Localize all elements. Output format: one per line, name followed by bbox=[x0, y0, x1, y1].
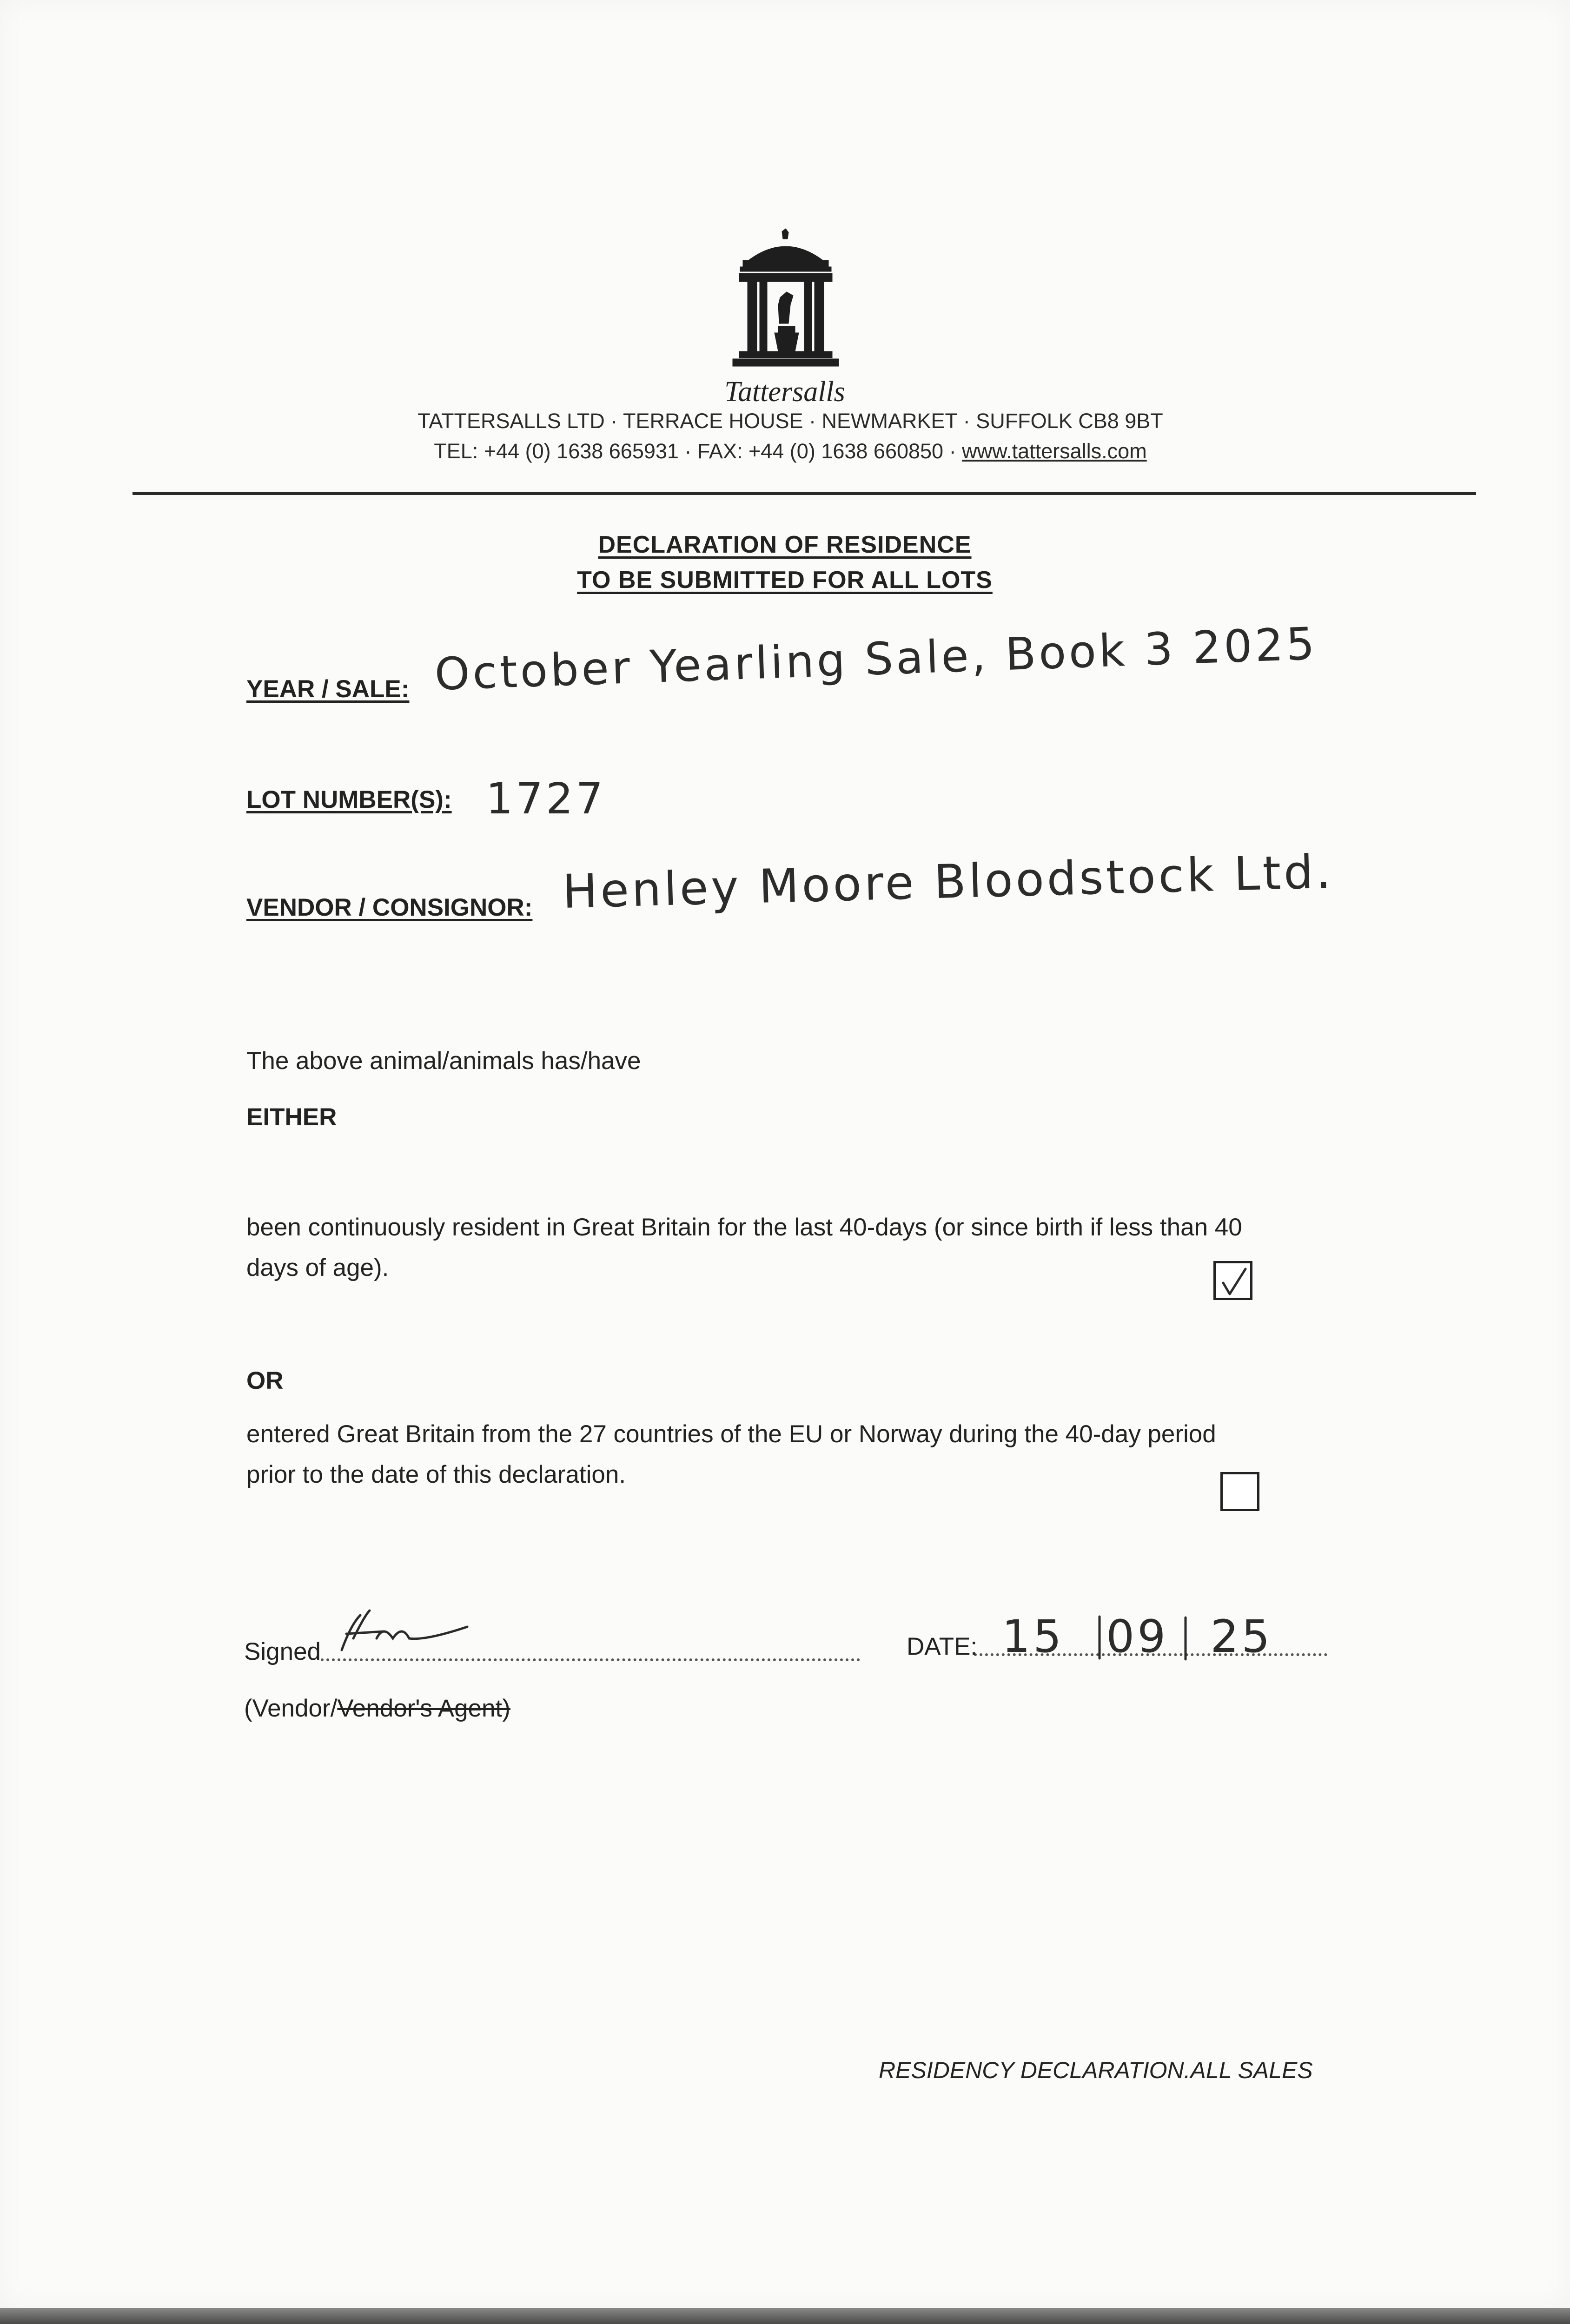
date-separator bbox=[1090, 1612, 1109, 1663]
option2-text-line2: prior to the date of this declaration. bbox=[246, 1461, 626, 1488]
footer-reference: RESIDENCY DECLARATION.ALL SALES bbox=[879, 2057, 1313, 2083]
vendor-label: VENDOR / CONSIGNOR: bbox=[246, 894, 533, 921]
intro-text: The above animal/animals has/have bbox=[246, 1047, 641, 1075]
lot-numbers-value[interactable]: 1727 bbox=[486, 774, 606, 824]
scan-bottom-edge bbox=[0, 2308, 1570, 2324]
option2-checkbox[interactable] bbox=[1220, 1472, 1259, 1511]
year-sale-value[interactable]: October Yearling Sale, Book 3 2025 bbox=[434, 617, 1318, 700]
tattersalls-logo bbox=[730, 228, 841, 372]
handwritten-signature[interactable] bbox=[332, 1606, 472, 1657]
lot-numbers-label: LOT NUMBER(S): bbox=[246, 786, 452, 813]
date-label: DATE: bbox=[907, 1633, 978, 1660]
contact-numbers: TEL: +44 (0) 1638 665931 · FAX: +44 (0) 1638 660850 · bbox=[434, 439, 962, 463]
role-vendor: (Vendor/ bbox=[244, 1695, 338, 1722]
company-contact bbox=[325, 439, 1255, 463]
role-agent-struck: Vendor's Agent) bbox=[337, 1695, 510, 1722]
option2-text-line1: entered Great Britain from the 27 countries of the EU or Norway during the 40-day period bbox=[246, 1420, 1216, 1448]
website-link[interactable]: www.tattersalls.com bbox=[962, 439, 1147, 463]
date-month: 09 bbox=[1106, 1611, 1169, 1663]
company-address: TATTERSALLS LTD · TERRACE HOUSE · NEWMARKET · SUFFOLK CB8 9BT bbox=[417, 409, 1163, 433]
or-heading: OR bbox=[246, 1367, 284, 1394]
signed-label: Signed bbox=[244, 1638, 321, 1665]
date-value[interactable] bbox=[1002, 1611, 1272, 1663]
document-title: DECLARATION OF RESIDENCE bbox=[598, 531, 972, 558]
either-heading: EITHER bbox=[246, 1103, 337, 1131]
document-subtitle: TO BE SUBMITTED FOR ALL LOTS bbox=[577, 567, 993, 594]
vendor-value[interactable]: Henley Moore Bloodstock Ltd. bbox=[562, 844, 1334, 919]
date-year: 25 bbox=[1210, 1611, 1273, 1663]
check-mark-icon bbox=[1220, 1267, 1248, 1297]
option1-checkbox[interactable] bbox=[1213, 1261, 1252, 1300]
option1-text-line1: been continuously resident in Great Britain for the last 40-days (or since birth if less than 40 bbox=[246, 1214, 1242, 1241]
header-divider bbox=[132, 492, 1476, 495]
brand-name: Tattersalls bbox=[724, 376, 845, 408]
signer-role bbox=[244, 1694, 510, 1723]
year-sale-label: YEAR / SALE: bbox=[246, 675, 410, 703]
date-day: 15 bbox=[1002, 1611, 1065, 1663]
option1-text-line2: days of age). bbox=[246, 1254, 389, 1281]
date-separator bbox=[1176, 1613, 1195, 1664]
